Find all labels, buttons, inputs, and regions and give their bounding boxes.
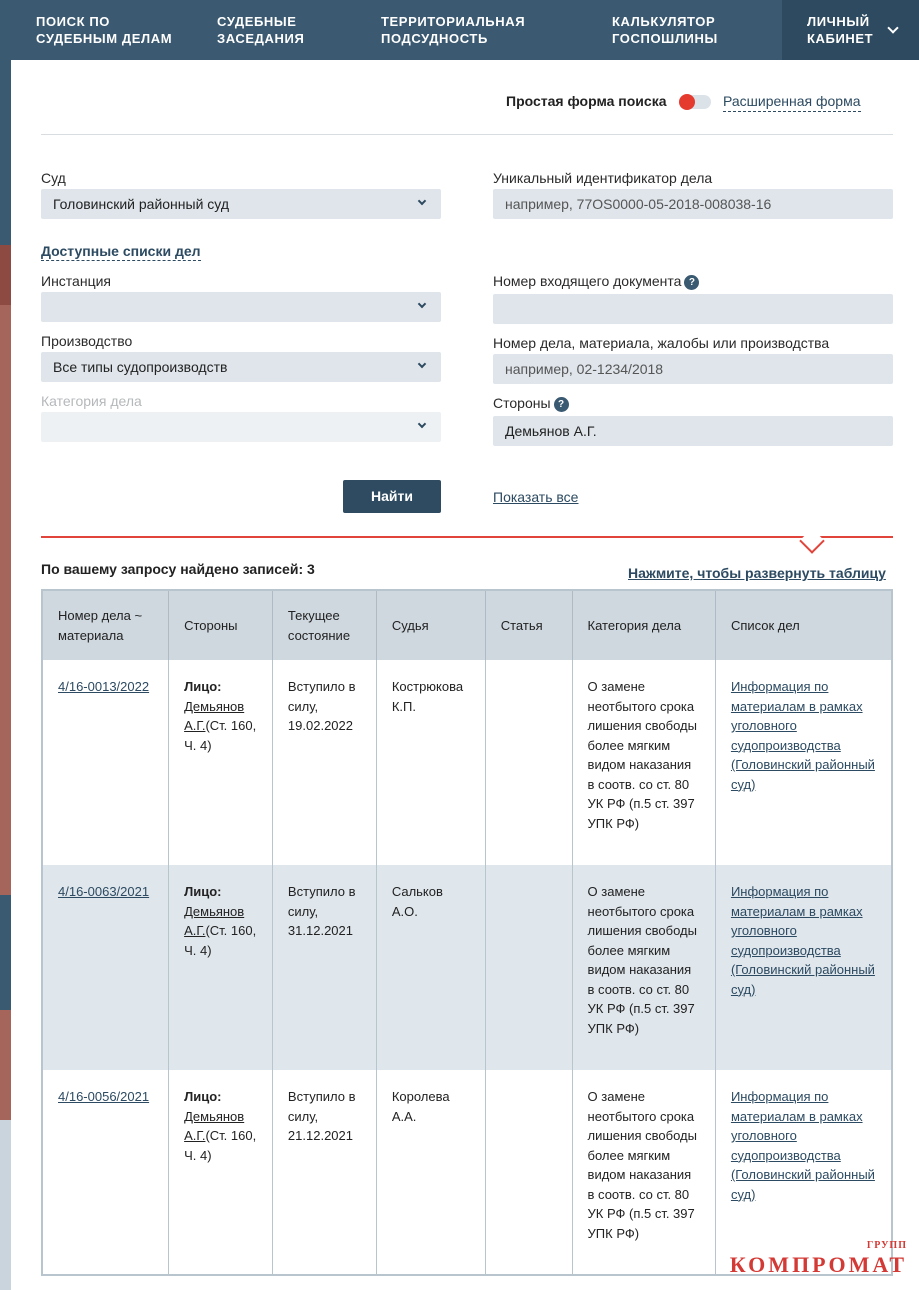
nav-label: КАЛЬКУЛЯТОР bbox=[612, 14, 716, 29]
show-all-link[interactable]: Показать все bbox=[493, 489, 579, 505]
help-icon[interactable]: ? bbox=[554, 397, 569, 412]
expand-table-link[interactable]: Нажмите, чтобы развернуть таблицу bbox=[628, 565, 886, 581]
cell-category: О замене неотбытого срока лишения свободы более мягким видом наказания в соотв. со ст. 80 УК РФ (п.5 ст. 397 УПК РФ) bbox=[572, 660, 715, 865]
column-header: Категория дела bbox=[572, 590, 715, 660]
court-select-value: Головинский районный суд bbox=[53, 196, 229, 212]
table-row bbox=[42, 660, 892, 865]
chevron-down-icon bbox=[418, 300, 426, 308]
cell-list bbox=[715, 1070, 892, 1275]
cell-judge: Сальков А.О. bbox=[376, 865, 485, 1070]
simple-form-label: Простая форма поиска bbox=[506, 93, 667, 109]
left-decorative-strip bbox=[0, 0, 11, 1290]
cell-article bbox=[485, 865, 572, 1070]
cell-category: О замене неотбытого срока лишения свободы более мягким видом наказания в соотв. со ст. 80 УК РФ (п.5 ст. 397 УПК РФ) bbox=[572, 1070, 715, 1275]
case-number-link[interactable]: 4/16-0063/2021 bbox=[58, 884, 150, 899]
court-label: Суд bbox=[41, 170, 66, 186]
cell-judge: Кострюкова К.П. bbox=[376, 660, 485, 865]
proceeding-select[interactable] bbox=[41, 352, 441, 382]
nav-label: ГОСПОШЛИНЫ bbox=[612, 31, 718, 46]
cell-status: Вступило в силу, 31.12.2021 bbox=[272, 865, 376, 1070]
nav-label: ЛИЧНЫЙ bbox=[807, 14, 870, 29]
party-role: Лицо: bbox=[184, 1089, 222, 1104]
case-number-placeholder: например, 02-1234/2018 bbox=[505, 361, 664, 377]
case-list-link[interactable]: Информация по материалам в рамках уголовного судопроизводства (Головинский районный суд) bbox=[730, 679, 875, 792]
cell-article bbox=[485, 660, 572, 865]
cell-category: О замене неотбытого срока лишения свободы более мягким видом наказания в соотв. со ст. 80 УК РФ (п.5 ст. 397 УПК РФ) bbox=[572, 865, 715, 1070]
search-mode-switch bbox=[0, 93, 919, 113]
table-header-row bbox=[42, 590, 892, 660]
chevron-down-icon bbox=[418, 360, 426, 368]
parties-label-text: Стороны bbox=[493, 395, 551, 411]
nav-label: СУДЕБНЫМ ДЕЛАМ bbox=[36, 31, 173, 46]
cell-status: Вступило в силу, 21.12.2021 bbox=[272, 1070, 376, 1275]
incoming-doc-input[interactable] bbox=[493, 294, 893, 324]
column-header: Список дел bbox=[715, 590, 892, 660]
nav-label: ТЕРРИТОРИАЛЬНАЯ bbox=[381, 14, 526, 29]
case-list-link[interactable]: Информация по материалам в рамках уголовного судопроизводства (Головинский районный суд) bbox=[730, 1089, 875, 1202]
column-header: Статья bbox=[485, 590, 572, 660]
column-header[interactable]: Номер дела ~ материала bbox=[42, 590, 169, 660]
party-name: Демьянов А.Г. bbox=[184, 903, 245, 938]
results-divider-notch bbox=[799, 528, 824, 553]
category-select[interactable] bbox=[41, 412, 441, 442]
cell-case-number bbox=[42, 865, 169, 1070]
party-name: Демьянов А.Г. bbox=[184, 1108, 245, 1143]
nav-court-hearings[interactable] bbox=[217, 0, 304, 47]
results-table bbox=[41, 589, 893, 1276]
proceeding-select-value: Все типы судопроизводств bbox=[53, 359, 228, 375]
cell-status: Вступило в силу, 19.02.2022 bbox=[272, 660, 376, 865]
party-role: Лицо: bbox=[184, 679, 222, 694]
court-select[interactable] bbox=[41, 189, 441, 219]
instance-select[interactable] bbox=[41, 292, 441, 322]
case-number-input[interactable] bbox=[493, 354, 893, 384]
cell-parties bbox=[169, 865, 273, 1070]
nav-label: КАБИНЕТ bbox=[807, 31, 874, 46]
watermark-logo bbox=[729, 1240, 907, 1278]
nav-jurisdiction[interactable] bbox=[381, 0, 525, 47]
case-number-link[interactable]: 4/16-0056/2021 bbox=[58, 1089, 150, 1104]
help-icon[interactable]: ? bbox=[684, 275, 699, 290]
party-role: Лицо: bbox=[184, 884, 222, 899]
divider bbox=[41, 134, 893, 135]
instance-label: Инстанция bbox=[41, 273, 111, 289]
watermark-sup: ГРУПП bbox=[866, 1240, 907, 1251]
cell-list bbox=[715, 865, 892, 1070]
nav-fee-calculator[interactable] bbox=[612, 0, 718, 47]
column-header: Текущее состояние bbox=[272, 590, 376, 660]
case-number-link[interactable]: 4/16-0013/2022 bbox=[58, 679, 150, 694]
parties-input[interactable] bbox=[493, 416, 893, 446]
nav-personal-cabinet[interactable] bbox=[782, 0, 919, 60]
uid-input-placeholder: например, 77OS0000-05-2018-008038-16 bbox=[505, 196, 772, 212]
category-label: Категория дела bbox=[41, 393, 142, 409]
toggle-knob bbox=[679, 94, 695, 110]
cell-judge: Королева А.А. bbox=[376, 1070, 485, 1275]
search-mode-toggle[interactable] bbox=[679, 95, 711, 109]
parties-label bbox=[493, 395, 569, 412]
parties-input-value: Демьянов А.Г. bbox=[505, 423, 597, 439]
case-number-label: Номер дела, материала, жалобы или производства bbox=[493, 335, 830, 351]
party-article: (Ст. 160, Ч. 4) bbox=[184, 718, 257, 753]
case-list-link[interactable]: Информация по материалам в рамках уголовного судопроизводства (Головинский районный суд) bbox=[730, 884, 875, 997]
chevron-down-icon bbox=[418, 197, 426, 205]
column-header: Стороны bbox=[169, 590, 273, 660]
find-button[interactable]: Найти bbox=[343, 480, 441, 513]
results-divider bbox=[41, 536, 893, 538]
cell-list bbox=[715, 660, 892, 865]
proceeding-label: Производство bbox=[41, 333, 133, 349]
extended-form-link[interactable]: Расширенная форма bbox=[723, 93, 861, 112]
nav-label: СУДЕБНЫЕ bbox=[217, 14, 297, 29]
available-lists-link[interactable]: Доступные списки дел bbox=[41, 243, 201, 259]
nav-label: ПОДСУДНОСТЬ bbox=[381, 31, 488, 46]
party-name: Демьянов А.Г. bbox=[184, 698, 245, 733]
party-article: (Ст. 160, Ч. 4) bbox=[184, 923, 257, 958]
column-header: Судья bbox=[376, 590, 485, 660]
cell-article bbox=[485, 1070, 572, 1275]
nav-label: ЗАСЕДАНИЯ bbox=[217, 31, 305, 46]
cell-parties bbox=[169, 660, 273, 865]
nav-case-search[interactable] bbox=[36, 0, 172, 47]
cell-parties bbox=[169, 1070, 273, 1275]
incoming-doc-label bbox=[493, 273, 699, 290]
top-navigation bbox=[11, 0, 919, 60]
results-count: По вашему запросу найдено записей: 3 bbox=[41, 561, 315, 577]
nav-label: ПОИСК ПО bbox=[36, 14, 110, 29]
cell-case-number bbox=[42, 660, 169, 865]
cell-case-number bbox=[42, 1070, 169, 1275]
chevron-down-icon bbox=[418, 420, 426, 428]
table-row bbox=[42, 865, 892, 1070]
uid-label: Уникальный идентификатор дела bbox=[493, 170, 713, 186]
table-row bbox=[42, 1070, 892, 1275]
uid-input[interactable] bbox=[493, 189, 893, 219]
watermark-text: КОМПРОМАТ bbox=[729, 1252, 907, 1277]
incoming-doc-label-text: Номер входящего документа bbox=[493, 273, 682, 289]
party-article: (Ст. 160, Ч. 4) bbox=[184, 1128, 257, 1163]
